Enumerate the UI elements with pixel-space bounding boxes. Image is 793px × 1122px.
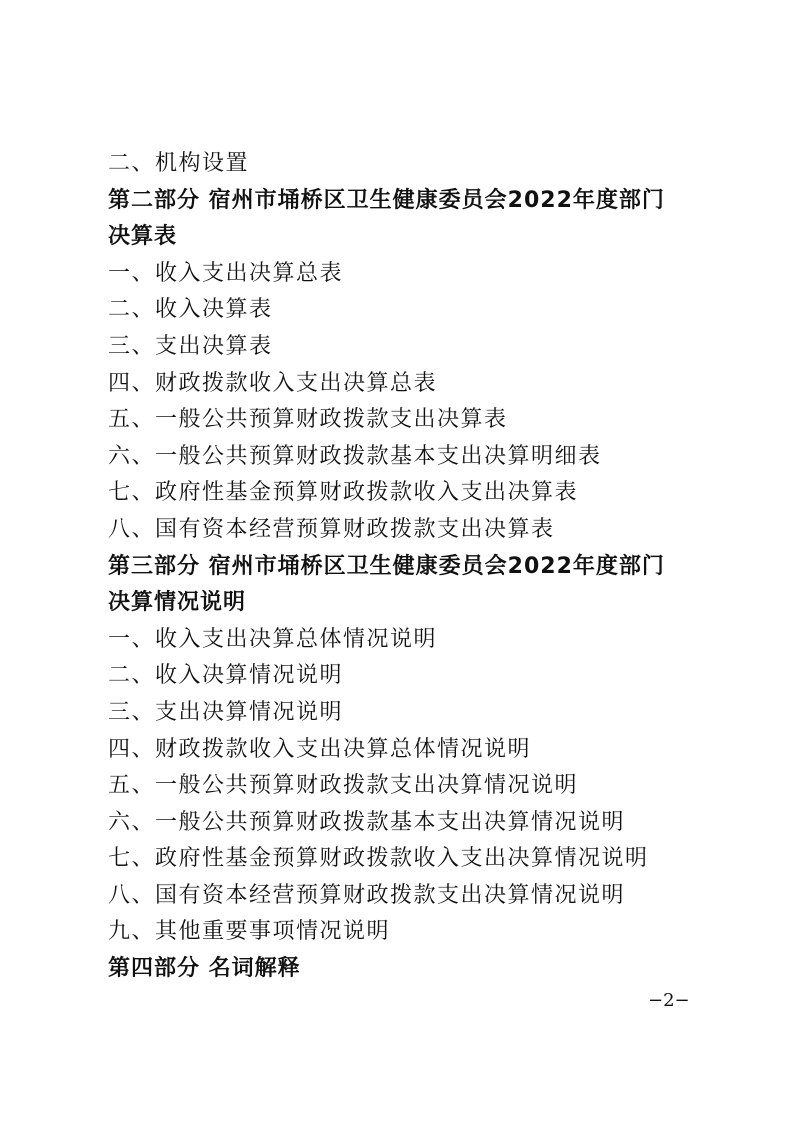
- section-heading: 第四部分 名词解释: [108, 956, 301, 982]
- toc-item: 六、一般公共预算财政拨款基本支出决算明细表: [108, 443, 602, 469]
- section-heading: 第三部分 宿州市埇桥区卫生健康委员会2022年度部门: [108, 553, 665, 579]
- toc-item: 二、收入决算表: [108, 297, 273, 323]
- table-of-contents: [108, 146, 698, 988]
- toc-item: 六、一般公共预算财政拨款基本支出决算情况说明: [108, 809, 626, 835]
- section-heading: 决算情况说明: [108, 590, 247, 616]
- section-heading: 决算表: [108, 224, 178, 250]
- toc-item: 三、支出决算表: [108, 333, 273, 359]
- toc-item: 七、政府性基金预算财政拨款收入支出决算表: [108, 480, 579, 506]
- page-number: −2−: [648, 990, 690, 1011]
- toc-item: 九、其他重要事项情况说明: [108, 919, 391, 945]
- toc-item: 八、国有资本经营预算财政拨款支出决算情况说明: [108, 882, 626, 908]
- toc-item: 三、支出决算情况说明: [108, 699, 344, 725]
- toc-item: 一、收入支出决算总表: [108, 260, 344, 286]
- toc-item: 二、机构设置: [108, 151, 250, 176]
- toc-item: 二、收入决算情况说明: [108, 663, 344, 689]
- toc-item: 五、一般公共预算财政拨款支出决算表: [108, 407, 508, 433]
- toc-item: 四、财政拨款收入支出决算总体情况说明: [108, 736, 532, 762]
- toc-item: 四、财政拨款收入支出决算总表: [108, 370, 438, 396]
- toc-item: 七、政府性基金预算财政拨款收入支出决算情况说明: [108, 846, 649, 872]
- toc-item: 五、一般公共预算财政拨款支出决算情况说明: [108, 773, 579, 799]
- toc-item: 一、收入支出决算总体情况说明: [108, 626, 438, 652]
- section-heading: 第二部分 宿州市埇桥区卫生健康委员会2022年度部门: [108, 187, 665, 213]
- toc-item: 八、国有资本经营预算财政拨款支出决算表: [108, 516, 555, 542]
